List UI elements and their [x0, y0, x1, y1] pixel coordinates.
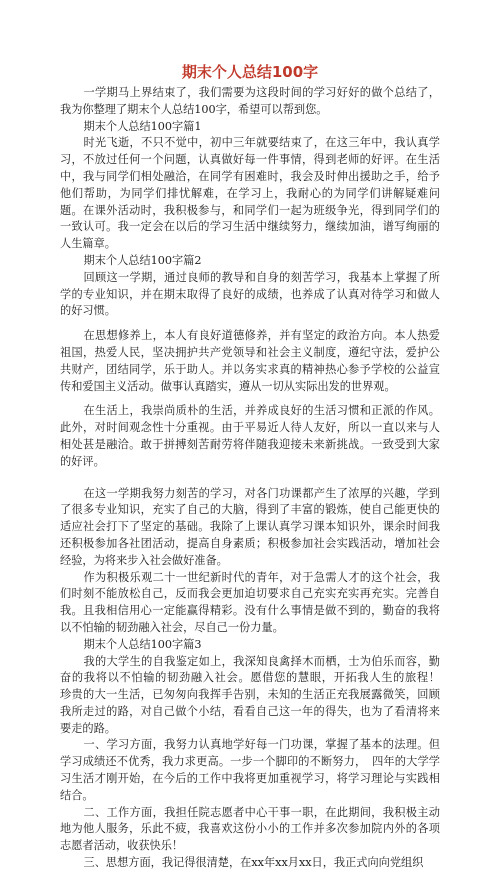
body-paragraph: 回顾这一学期，通过良师的教导和自身的刻苦学习，我基本上掌握了所学的专业知识，并在期末取得了良好的成绩，也养成了认真对待学习和做人的好习惯。: [60, 270, 440, 318]
document-body: [60, 85, 452, 872]
body-paragraph: 在思想修养上，本人有良好道德修养，并有坚定的政治方向。本人热爱祖国，热爱人民，坚决拥护共产党领导和社会主义制度，遵纪守法，爱护公共财产，团结同学，乐于助人。并以务实求真的精神热心参予学校的公益宣传和爱国主义活动。做事认真踏实，遵从一切从实际出发的世界观。: [60, 329, 440, 393]
body-paragraph: 时光飞逝，不只不觉中，初中三年就要结束了，在这三年中，我认真学习，不放过任何一个问题，认真做好每一件事情，得到老师的好评。在生活中，我与同学们相处融洽，在同学有困难时，我会及时伸出援助之手，给予他们帮助，为同学们排忧解难，在学习上，我耐心的为同学们讲解疑难问题。在课外活动时，我积极参与，和同学们一起为班级争光，得到同学们的一致认可。我一定会在以后的学习生活中继续努力，继续加油，谱写绚丽的人生篇章。: [60, 136, 440, 251]
intro-paragraph: 一学期马上界结束了，我们需要为这段时间的学习好好的做个总结了，我为你整理了期末个人总结100字，希望可以帮到您。: [60, 86, 440, 116]
section-heading-3: 期末个人总结100字篇3: [83, 637, 202, 651]
body-paragraph: 作为积极乐观二十一世纪新时代的青年，对于急需人才的这个社会，我们时刻不能放松自己，反而我会更加迫切要求自己充实充实再充实。完善自我。且我相信用心一定能赢得精彩。没有什么事情是做不到的，勤奋的我将以不怕输的韧劲融入社会，尽自己一份力量。: [60, 570, 440, 634]
body-paragraph: 三、思想方面，我记得很清楚，在xx年xx月xx日，我正式向向党组织: [83, 856, 424, 870]
body-paragraph: 在生活上，我崇尚质朴的生活，并养成良好的生活习惯和正派的作风。此外，对时间观念性十分重视。由于平易近人待人友好，所以一直以来与人相处甚是融洽。敢于拼搏刻苦耐劳将伴随我迎接未来新挑战。一致受到大家的好评。: [60, 404, 440, 468]
section-heading-2: 期末个人总结100字篇2: [83, 253, 202, 267]
section-heading-1: 期末个人总结100字篇1: [83, 119, 202, 133]
body-paragraph: 二、工作方面，我担任院志愿者中心干事一职，在此期间，我积极主动地为他人服务，乐此不疲，我喜欢这份小小的工作并多次参加院内外的各项志愿者活动，收获快乐！: [60, 805, 440, 853]
body-paragraph: 在这一学期我努力刻苦的学习，对各门功课都产生了浓厚的兴趣，学到了很多专业知识，充实了自己的大脑，得到了丰富的锻炼，使自己能更快的适应社会打下了坚定的基础。我除了上课认真学习课本知识外，课余时间我还积极参加各社团活动，提高自身素质；积极参加社会实践活动，增加社会经验，为将来步入社会做好准备。: [60, 486, 440, 567]
paragraph-gap: [60, 471, 440, 486]
paragraph-gap: [60, 320, 440, 328]
body-paragraph: 一、学习方面，我努力认真地学好每一门功课，掌握了基本的法理。但学习成绩还不优秀，我力求更高。一步一个脚印的不断努力， 四年的大学学习生活才刚开始，在今后的工作中我将更加重视学习，将学习理论与实践相结合。: [60, 738, 440, 802]
paragraph-gap: [60, 395, 440, 403]
document-title: 期末个人总结100字: [181, 63, 319, 81]
body-paragraph: 我的大学生的自我鉴定如上，我深知良禽择木而栖，士为伯乐而容，勤奋的我将以不怕输的韧劲融入社会。愿借您的慧眼，开拓我人生的旅程！ 珍贵的大一生活，已匆匆向我挥手告别，未知的生活正充我展露微笑，回顾我所走过的路，对自己做个小结，看看自己这一年的得失，也为了看清将来要走的路。: [60, 654, 452, 735]
